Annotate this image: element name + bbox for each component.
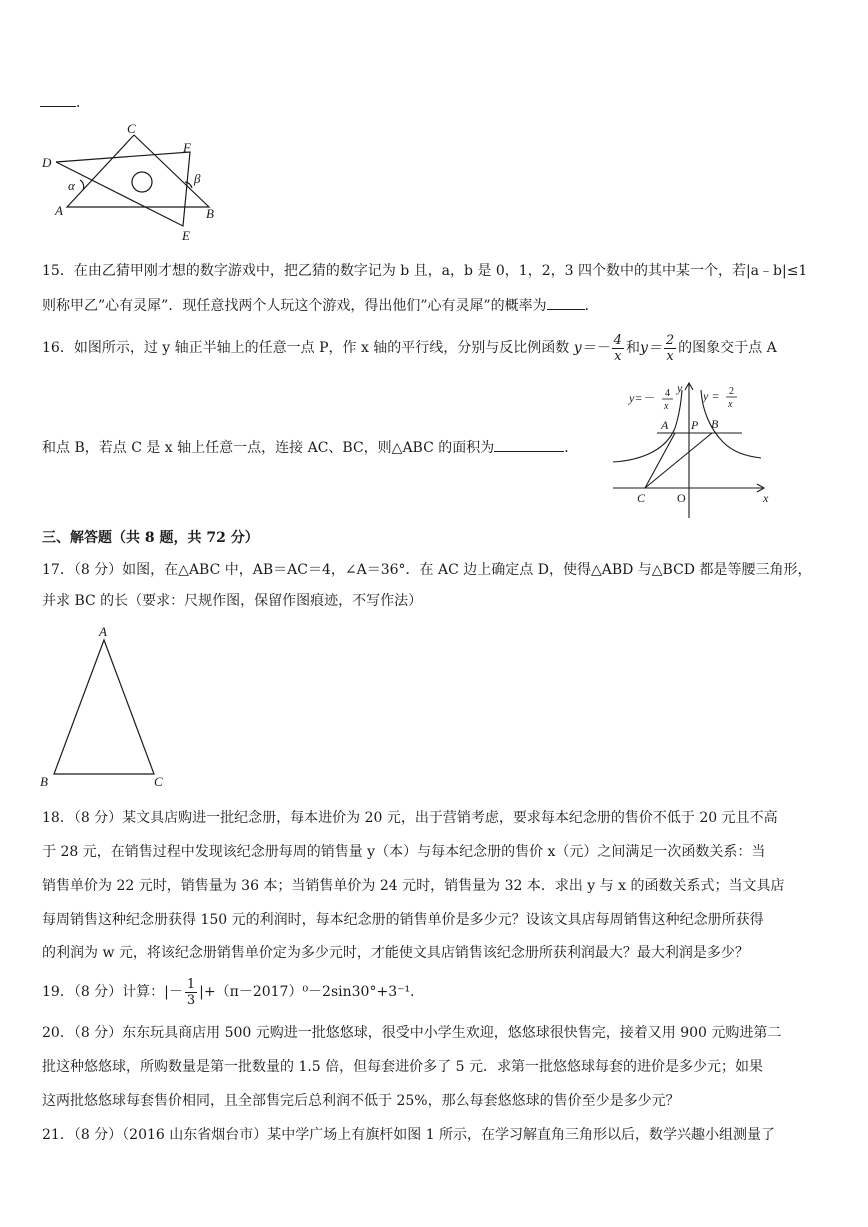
q18-line-5: 的利润为 w 元，将该纪念册销售单价定为多少元时，才能使文具店销售该纪念册所获利润最大？最大利润是多少？ (42, 945, 749, 961)
figure-14 (36, 120, 226, 245)
fig14-label-e: E (182, 228, 190, 243)
fig14-label-d: D (42, 155, 52, 170)
fig16-func2-num: 2 (729, 386, 734, 397)
q15-answer-blank (547, 295, 585, 310)
q19-num: 1 (186, 976, 196, 992)
q16-func1-lhs: y＝－ (573, 340, 610, 356)
fig14-label-b: B (206, 206, 214, 221)
q16-line-2-text: 和点 B，若点 C 是 x 轴上任意一点，连接 AC、BC，则△ABC 的面积为 (42, 440, 495, 456)
fig14-angle-alpha-arc (80, 180, 84, 190)
fig16-func1-lhs: y=－ (629, 391, 655, 405)
fig16-func2-den: x (728, 399, 733, 410)
q16-line-1-text: 16．如图所示，过 y 轴正半轴上的任意一点 P，作 x 轴的平行线，分别与反比例函数 (42, 340, 570, 356)
q16-line-2-suffix: ． (564, 440, 579, 456)
q19-text-pre: 19．（8 分）计算：|－ (42, 984, 183, 1000)
fig14-triangle-def (56, 152, 190, 226)
fig17-label-b: B (40, 774, 48, 789)
q18-line-1: 18．（8 分）某文具店购进一批纪念册，每本进价为 20 元，出于营销考虑，要求每本纪念册的售价不低于 20 元且不高 (42, 810, 778, 826)
fig16-label-b: B (711, 417, 719, 431)
q16-func2-den: x (664, 348, 676, 364)
fig16-func1-num: 4 (665, 388, 670, 399)
fig16-label-c: C (637, 491, 646, 505)
q20-line-3: 这两批悠悠球每套售价相同，且全部售完后总利润不低于 25%，那么每套悠悠球的售价至少是多少元？ (42, 1093, 680, 1109)
fig14-label-alpha: α (68, 178, 75, 193)
q19-text-post: |+（π－2017）⁰－2sin30°+3⁻¹． (199, 984, 425, 1000)
q14-answer-line (40, 92, 90, 112)
q16-line-1-suffix: 的图象交于点 A (678, 340, 777, 356)
fig16-segment-cb (645, 433, 712, 488)
q16-answer-blank (494, 437, 564, 452)
fig14-label-f: F (183, 140, 191, 155)
fig17-triangle (54, 640, 154, 774)
q15-line-2-suffix: ． (584, 298, 599, 314)
figure-17 (36, 622, 176, 792)
q19-den: 3 (186, 992, 196, 1008)
fig16-label-a: A (661, 418, 669, 432)
fig16-label-o: O (677, 491, 686, 505)
q18-line-3: 销售单价为 22 元时，销售量为 36 本；当销售单价为 24 元时，销售量为 32 本．求出 y 与 x 的函数关系式；当文具店 (42, 878, 785, 894)
fig16-func2-lhs: y = (703, 389, 720, 403)
q19-fraction (185, 977, 197, 1008)
fig14-label-a: A (55, 203, 63, 218)
q16-line-1 (42, 332, 777, 364)
q16-func1-num: 4 (613, 332, 622, 348)
fig16-label-p: P (691, 418, 699, 432)
fig14-circle (132, 172, 152, 192)
q15-line-2 (42, 295, 599, 316)
fig16-func1-den: x (664, 401, 669, 412)
q14-answer-suffix: ． (76, 95, 90, 111)
q17-line-2: 并求 BC 的长（要求：尺规作图，保留作图痕迹，不写作法） (42, 593, 423, 609)
q14-answer-blank (40, 92, 76, 107)
q20-line-2: 批这种悠悠球，所购数量是第一批数量的 1.5 倍，但每套进价多了 5 元．求第一批悠悠球每套的进价是多少元；如果 (42, 1059, 763, 1075)
q16-func2-num: 2 (665, 332, 675, 348)
fig14-label-c: C (127, 121, 136, 136)
fig14-label-beta: β (194, 171, 201, 186)
q16-func2-lhs: y＝ (639, 340, 662, 356)
fig16-label-x: x (763, 491, 769, 505)
q18-line-4: 每周销售这种纪念册获得 150 元的利润时，每本纪念册的销售单价是多少元？设该文具店每周销售这种纪念册所获得 (42, 912, 764, 928)
q16-and: 和 (625, 340, 640, 356)
q15-line-1: 15．在由乙猜甲刚才想的数字游戏中，把乙猜的数字记为 b 且，a，b 是 0，1，2，3 四个数中的其中某一个，若|a﹣b|≤1 (42, 263, 808, 279)
q21-line-1: 21．（8 分）（2016 山东省烟台市）某中学广场上有旗杆如图 1 所示，在学习解直角三角形以后，数学兴趣小组测量了 (42, 1127, 776, 1143)
q20-line-1: 20．（8 分）东东玩具商店用 500 元购进一批悠悠球，很受中小学生欢迎，悠悠球很快售完，接着又用 900 元购进第二 (42, 1025, 782, 1041)
figure-16 (605, 378, 785, 520)
fig17-label-a: A (99, 624, 107, 639)
q16-line-2 (42, 437, 578, 458)
fig16-y-label: y (677, 381, 683, 395)
q19-line (42, 976, 424, 1008)
fig16-segment-ca (645, 433, 675, 488)
q16-func2-fraction (664, 333, 676, 364)
fig17-label-c: C (154, 774, 163, 789)
q16-func1-den: x (612, 348, 624, 364)
q17-line-1: 17．（8 分）如图，在△ABC 中，AB＝AC＝4，∠A＝36°．在 AC 边上确定点 D，使得△ABD 与△BCD 都是等腰三角形， (42, 562, 812, 578)
q15-line-2-text: 则称甲乙”心有灵犀”．现任意找两个人玩这个游戏，得出他们”心有灵犀”的概率为 (42, 298, 547, 314)
q16-func1-fraction (612, 333, 624, 364)
section-3-heading: 三、解答题（共 8 题，共 72 分） (42, 530, 259, 546)
q18-line-2: 于 28 元，在销售过程中发现该纪念册每周的销售量 y（本）与每本纪念册的售价 x（元）之间满足一次函数关系：当 (42, 844, 766, 860)
